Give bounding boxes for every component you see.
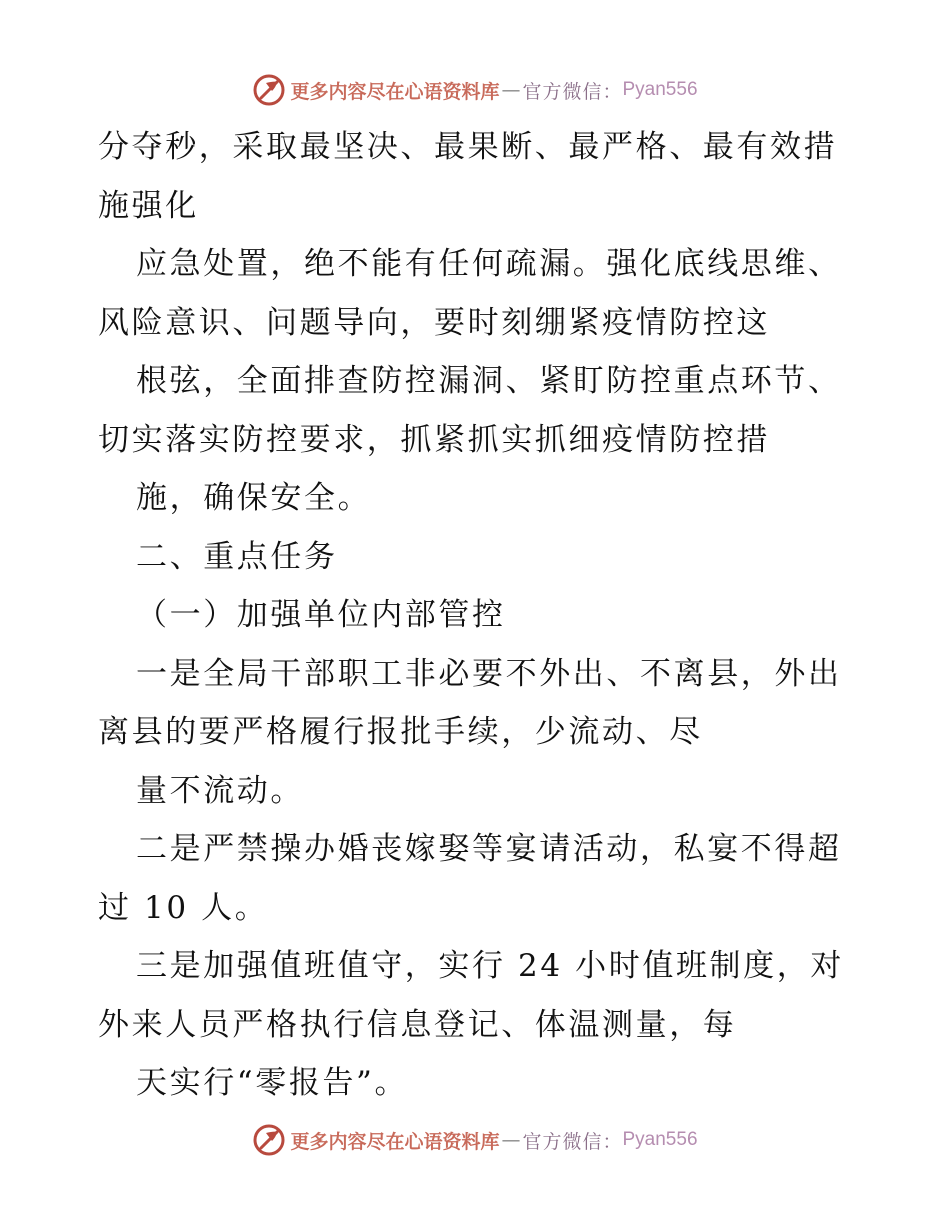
watermark-dash: — bbox=[501, 79, 521, 101]
watermark-brand: 更多内容尽在心语资料库 bbox=[290, 1130, 500, 1153]
subsection-heading: （一）加强单位内部管控 bbox=[136, 597, 506, 633]
quill-circle-logo-icon bbox=[252, 1123, 286, 1157]
section-heading: 二、重点任务 bbox=[136, 538, 338, 575]
text-line: 应急处置，绝不能有任何疏漏。强化底线思维、 bbox=[136, 246, 842, 282]
watermark-brand: 更多内容尽在心语资料库 bbox=[290, 80, 500, 103]
watermark-header bbox=[0, 70, 950, 110]
text-line: 天实行“零报告”。 bbox=[136, 1065, 409, 1101]
text-line: 根弦，全面排查防控漏洞、紧盯防控重点环节、 bbox=[136, 363, 842, 399]
text-line: 施，确保安全。 bbox=[136, 480, 372, 516]
text-line: 风险意识、问题导向，要时刻绷紧疫情防控这 bbox=[98, 304, 770, 341]
text-line: 一是全局干部职工非必要不外出、不离县，外出 bbox=[136, 655, 842, 692]
text-line: 三是加强值班值守，实行 24 小时值班制度，对 bbox=[136, 948, 844, 984]
watermark-footer bbox=[0, 1120, 950, 1160]
watermark-label: 官方微信： bbox=[522, 1130, 623, 1153]
watermark-label: 官方微信： bbox=[522, 80, 623, 103]
text-line: 外来人员严格执行信息登记、体温测量，每 bbox=[98, 1006, 737, 1043]
text-line: 离县的要严格履行报批手续，少流动、尽 bbox=[98, 714, 703, 750]
text-line: 二是严禁操办婚丧嫁娶等宴请活动，私宴不得超 bbox=[136, 831, 842, 867]
watermark-dash: — bbox=[501, 1129, 521, 1151]
text-line: 分夺秒，采取最坚决、最果断、最严格、最有效措 bbox=[98, 129, 838, 165]
text-line: 施强化 bbox=[98, 187, 199, 224]
watermark-id: Pyan556 bbox=[622, 79, 698, 100]
text-line: 切实落实防控要求，抓紧抓实抓细疫情防控措 bbox=[98, 421, 770, 458]
text-line: 过 10 人。 bbox=[98, 889, 269, 926]
text-line: 量不流动。 bbox=[136, 772, 304, 809]
quill-circle-logo-icon bbox=[252, 73, 286, 107]
body-text bbox=[98, 118, 858, 1113]
watermark-id: Pyan556 bbox=[622, 1129, 698, 1150]
